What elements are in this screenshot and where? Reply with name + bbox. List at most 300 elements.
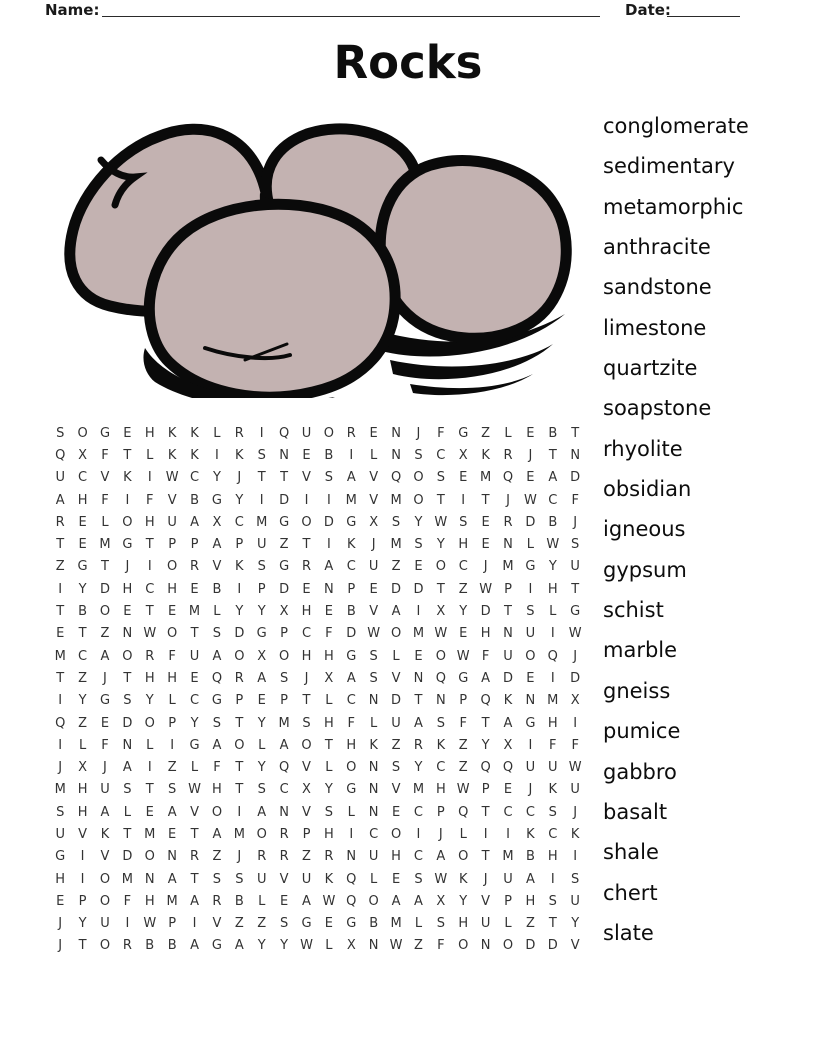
- grid-letter: B: [525, 849, 535, 865]
- grid-letter: N: [391, 447, 401, 463]
- grid-letter: G: [458, 670, 469, 686]
- grid-letter: N: [413, 670, 424, 686]
- grid-letter: Z: [458, 760, 468, 776]
- grid-letter: K: [526, 826, 535, 842]
- grid-letter: M: [166, 893, 178, 909]
- word-item: sedimentary: [603, 154, 735, 179]
- grid-letter: X: [212, 514, 222, 530]
- grid-letter: S: [257, 447, 266, 463]
- grid-letter: W: [367, 626, 381, 642]
- grid-letter: J: [416, 425, 421, 441]
- grid-letter: C: [346, 559, 356, 575]
- grid-letter: P: [190, 537, 199, 553]
- grid-letter: Z: [302, 849, 311, 865]
- grid-letter: K: [347, 537, 356, 553]
- grid-letter: A: [212, 826, 222, 842]
- grid-letter: T: [78, 938, 87, 954]
- grid-letter: O: [234, 737, 245, 753]
- grid-letter: D: [279, 581, 290, 597]
- grid-letter: W: [322, 893, 336, 909]
- grid-letter: O: [323, 425, 334, 441]
- grid-letter: E: [78, 514, 87, 530]
- grid-letter: H: [144, 893, 155, 909]
- grid-letter: P: [168, 715, 177, 731]
- grid-letter: R: [413, 737, 423, 753]
- grid-letter: T: [190, 626, 199, 642]
- grid-letter: Q: [278, 425, 290, 441]
- grid-letter: R: [190, 849, 200, 865]
- grid-letter: E: [481, 514, 490, 530]
- grid-letter: Y: [280, 938, 289, 954]
- grid-letter: G: [122, 537, 133, 553]
- grid-letter: Z: [167, 760, 177, 776]
- grid-letter: E: [279, 893, 289, 909]
- word-item: shale: [603, 840, 659, 865]
- grid-letter: I: [58, 737, 63, 753]
- grid-letter: I: [550, 626, 555, 642]
- grid-letter: O: [525, 648, 536, 664]
- grid-letter: J: [371, 537, 376, 553]
- grid-letter: A: [190, 893, 199, 909]
- grid-letter: W: [523, 492, 537, 508]
- grid-letter: S: [302, 715, 311, 731]
- grid-letter: Q: [390, 470, 402, 486]
- grid-letter: K: [123, 470, 132, 486]
- grid-letter: K: [190, 447, 199, 463]
- grid-letter: A: [391, 893, 401, 909]
- grid-letter: H: [212, 782, 222, 798]
- grid-letter: K: [167, 425, 177, 441]
- grid-letter: H: [391, 849, 401, 865]
- grid-letter: E: [168, 826, 177, 842]
- grid-letter: Q: [55, 447, 66, 463]
- grid-letter: O: [167, 626, 178, 642]
- word-item: slate: [603, 920, 654, 945]
- grid-letter: I: [58, 581, 63, 597]
- grid-letter: I: [416, 826, 421, 842]
- grid-letter: J: [528, 447, 533, 463]
- grid-letter: N: [368, 938, 379, 954]
- grid-letter: Y: [78, 693, 87, 709]
- grid-letter: I: [528, 581, 533, 597]
- grid-letter: Y: [481, 737, 490, 753]
- grid-letter: R: [55, 514, 65, 530]
- grid-letter: H: [323, 826, 334, 842]
- grid-letter: I: [506, 826, 510, 842]
- grid-letter: M: [99, 537, 111, 553]
- grid-letter: X: [436, 604, 446, 620]
- grid-letter: D: [323, 514, 334, 530]
- grid-letter: F: [571, 737, 579, 753]
- grid-letter: Z: [413, 938, 423, 954]
- grid-letter: V: [391, 670, 401, 686]
- grid-letter: Z: [391, 559, 401, 575]
- grid-letter: S: [391, 514, 401, 530]
- grid-letter: G: [77, 559, 88, 575]
- grid-letter: U: [256, 537, 267, 553]
- grid-letter: J: [237, 470, 242, 486]
- grid-letter: U: [570, 782, 580, 798]
- grid-letter: E: [168, 604, 177, 620]
- grid-letter: A: [167, 871, 177, 887]
- grid-letter: F: [549, 737, 557, 753]
- grid-letter: S: [436, 715, 445, 731]
- grid-letter: M: [54, 782, 66, 798]
- grid-letter: V: [570, 938, 580, 954]
- grid-letter: N: [435, 693, 446, 709]
- grid-letter: D: [413, 581, 424, 597]
- grid-letter: W: [434, 626, 448, 642]
- grid-letter: S: [212, 626, 222, 642]
- grid-letter: K: [235, 447, 244, 463]
- grid-letter: O: [368, 893, 379, 909]
- grid-letter: S: [324, 804, 334, 820]
- grid-letter: V: [481, 893, 491, 909]
- grid-letter: I: [147, 760, 152, 776]
- grid-letter: J: [237, 849, 242, 865]
- grid-letter: E: [257, 693, 266, 709]
- grid-letter: H: [144, 670, 155, 686]
- grid-letter: T: [123, 826, 132, 842]
- grid-letter: I: [237, 804, 242, 820]
- grid-letter: A: [413, 893, 423, 909]
- grid-letter: R: [324, 849, 334, 865]
- grid-letter: F: [459, 715, 467, 731]
- grid-letter: W: [479, 581, 493, 597]
- grid-letter: H: [458, 537, 469, 553]
- grid-letter: L: [347, 804, 355, 820]
- grid-letter: J: [483, 559, 488, 575]
- grid-letter: D: [480, 604, 491, 620]
- grid-letter: F: [571, 492, 579, 508]
- grid-letter: Y: [78, 916, 87, 932]
- word-item: igneous: [603, 517, 686, 542]
- grid-letter: F: [437, 425, 445, 441]
- grid-letter: C: [234, 514, 244, 530]
- grid-letter: J: [58, 916, 63, 932]
- grid-letter: O: [211, 804, 223, 820]
- grid-letter: L: [146, 737, 154, 753]
- grid-letter: E: [78, 537, 87, 553]
- grid-letter: T: [56, 537, 65, 553]
- grid-letter: T: [235, 782, 244, 798]
- grid-letter: J: [304, 670, 309, 686]
- grid-letter: U: [391, 715, 401, 731]
- grid-letter: M: [502, 559, 514, 575]
- grid-letter: V: [369, 492, 379, 508]
- grid-letter: N: [167, 849, 178, 865]
- date-fill-line: [667, 0, 740, 17]
- grid-letter: U: [55, 826, 65, 842]
- grid-letter: N: [503, 537, 513, 553]
- grid-letter: I: [58, 693, 63, 709]
- grid-letter: L: [123, 804, 131, 820]
- grid-letter: X: [369, 514, 379, 530]
- grid-letter: X: [78, 760, 88, 776]
- grid-letter: E: [56, 893, 65, 909]
- grid-letter: L: [258, 737, 266, 753]
- grid-letter: U: [480, 916, 491, 932]
- grid-letter: L: [213, 604, 221, 620]
- grid-letter: V: [369, 470, 379, 486]
- grid-letter: J: [483, 871, 488, 887]
- grid-letter: O: [458, 938, 469, 954]
- grid-letter: E: [123, 604, 132, 620]
- grid-letter: E: [324, 916, 333, 932]
- grid-letter: I: [147, 559, 152, 575]
- grid-letter: G: [525, 559, 536, 575]
- grid-letter: H: [323, 715, 334, 731]
- date-label: Date:: [625, 1, 671, 19]
- grid-letter: C: [346, 693, 356, 709]
- grid-letter: Q: [502, 760, 514, 776]
- grid-letter: S: [391, 760, 401, 776]
- grid-letter: P: [504, 893, 512, 909]
- grid-letter: P: [436, 804, 445, 820]
- grid-letter: V: [302, 470, 311, 486]
- grid-letter: N: [525, 693, 536, 709]
- grid-letter: W: [300, 938, 313, 954]
- grid-letter: S: [414, 871, 423, 887]
- grid-letter: T: [414, 693, 423, 709]
- grid-letter: X: [436, 893, 446, 909]
- grid-letter: D: [99, 581, 110, 597]
- grid-letter: X: [570, 693, 580, 709]
- grid-letter: Y: [145, 693, 154, 709]
- grid-letter: S: [324, 470, 334, 486]
- grid-letter: J: [58, 760, 63, 776]
- grid-letter: Q: [211, 670, 223, 686]
- grid-letter: V: [190, 804, 199, 820]
- grid-letter: A: [436, 849, 446, 865]
- grid-letter: C: [78, 470, 88, 486]
- grid-letter: H: [547, 581, 558, 597]
- grid-letter: R: [212, 893, 222, 909]
- grid-letter: I: [192, 916, 197, 932]
- grid-letter: B: [234, 893, 244, 909]
- grid-letter: A: [503, 715, 513, 731]
- grid-letter: A: [257, 804, 267, 820]
- grid-letter: O: [167, 559, 178, 575]
- grid-letter: M: [502, 849, 514, 865]
- grid-letter: L: [504, 425, 512, 441]
- grid-letter: A: [122, 760, 132, 776]
- grid-letter: S: [414, 447, 423, 463]
- grid-letter: I: [550, 670, 555, 686]
- grid-letter: Y: [257, 715, 266, 731]
- grid-letter: Q: [547, 648, 558, 664]
- grid-letter: S: [56, 425, 65, 441]
- grid-letter: L: [370, 871, 378, 887]
- grid-letter: A: [190, 514, 199, 530]
- grid-letter: T: [257, 470, 266, 486]
- grid-letter: H: [77, 782, 88, 798]
- grid-letter: I: [170, 737, 175, 753]
- grid-letter: M: [278, 715, 290, 731]
- grid-letter: U: [301, 425, 312, 441]
- grid-letter: U: [525, 626, 536, 642]
- grid-letter: F: [213, 760, 221, 776]
- grid-letter: X: [279, 604, 289, 620]
- grid-letter: L: [190, 760, 199, 776]
- grid-letter: V: [212, 916, 222, 932]
- grid-letter: M: [412, 782, 425, 798]
- grid-letter: W: [568, 626, 582, 642]
- grid-letter: O: [144, 849, 155, 865]
- page-title: Rocks: [333, 36, 483, 89]
- grid-letter: I: [80, 849, 85, 865]
- grid-letter: O: [99, 604, 111, 620]
- grid-letter: R: [503, 447, 513, 463]
- grid-letter: W: [568, 760, 582, 776]
- grid-letter: N: [368, 693, 379, 709]
- word-item: soapstone: [603, 396, 712, 421]
- grid-letter: G: [525, 715, 536, 731]
- grid-letter: R: [257, 849, 267, 865]
- grid-letter: A: [391, 604, 401, 620]
- grid-letter: T: [78, 626, 87, 642]
- grid-letter: A: [302, 893, 311, 909]
- word-item: pumice: [603, 719, 681, 744]
- grid-letter: A: [413, 715, 423, 731]
- grid-letter: I: [528, 737, 533, 753]
- grid-letter: M: [256, 514, 268, 530]
- grid-letter: U: [570, 559, 580, 575]
- grid-letter: L: [325, 760, 333, 776]
- grid-letter: D: [234, 626, 245, 642]
- grid-letter: B: [548, 425, 558, 441]
- grid-letter: I: [147, 470, 152, 486]
- grid-letter: S: [279, 916, 289, 932]
- grid-letter: M: [412, 626, 425, 642]
- grid-letter: D: [570, 670, 581, 686]
- grid-letter: T: [481, 804, 490, 820]
- grid-letter: J: [103, 760, 107, 776]
- grid-letter: I: [326, 537, 331, 553]
- name-fill-line: [102, 0, 600, 17]
- letter-grid: [49, 422, 586, 957]
- grid-letter: E: [526, 425, 535, 441]
- grid-letter: N: [570, 447, 581, 463]
- grid-letter: N: [503, 626, 513, 642]
- grid-letter: D: [391, 693, 402, 709]
- grid-letter: M: [121, 871, 133, 887]
- grid-letter: Y: [235, 604, 244, 620]
- grid-letter: Y: [257, 604, 266, 620]
- grid-letter: I: [259, 492, 264, 508]
- grid-letter: F: [101, 737, 109, 753]
- grid-letter: I: [483, 826, 488, 842]
- grid-letter: H: [525, 893, 536, 909]
- word-item: gabbro: [603, 759, 677, 784]
- grid-letter: U: [189, 648, 200, 664]
- grid-letter: G: [570, 604, 581, 620]
- grid-letter: C: [413, 804, 423, 820]
- grid-letter: I: [304, 492, 309, 508]
- grid-letter: P: [459, 693, 468, 709]
- grid-letter: C: [78, 648, 88, 664]
- grid-letter: K: [100, 826, 110, 842]
- grid-letter: R: [234, 670, 244, 686]
- grid-letter: T: [280, 470, 289, 486]
- grid-letter: D: [279, 492, 290, 508]
- grid-letter: O: [413, 470, 424, 486]
- grid-letter: U: [570, 893, 580, 909]
- grid-letter: Q: [278, 760, 290, 776]
- grid-letter: R: [234, 425, 244, 441]
- grid-letter: Z: [257, 916, 267, 932]
- grid-letter: R: [279, 849, 289, 865]
- grid-letter: T: [302, 693, 311, 709]
- grid-letter: H: [144, 425, 155, 441]
- grid-letter: O: [122, 514, 133, 530]
- grid-letter: H: [167, 670, 178, 686]
- grid-letter: E: [302, 581, 311, 597]
- grid-letter: T: [302, 537, 311, 553]
- grid-letter: F: [101, 447, 109, 463]
- word-item: metamorphic: [603, 194, 744, 219]
- grid-letter: L: [370, 715, 378, 731]
- grid-letter: G: [256, 626, 267, 642]
- grid-letter: I: [349, 447, 354, 463]
- grid-letter: C: [190, 693, 200, 709]
- grid-letter: I: [416, 604, 421, 620]
- grid-letter: G: [346, 514, 357, 530]
- grid-letter: H: [547, 715, 558, 731]
- grid-letter: U: [100, 782, 110, 798]
- grid-letter: M: [144, 826, 156, 842]
- grid-letter: X: [346, 938, 356, 954]
- grid-letter: X: [78, 447, 88, 463]
- grid-letter: F: [123, 893, 132, 909]
- grid-letter: D: [122, 715, 133, 731]
- grid-letter: T: [571, 581, 580, 597]
- grid-letter: Q: [458, 804, 469, 820]
- grid-letter: C: [548, 826, 558, 842]
- grid-letter: G: [99, 425, 111, 441]
- grid-letter: M: [390, 916, 402, 932]
- grid-letter: S: [436, 470, 445, 486]
- grid-letter: K: [570, 826, 580, 842]
- grid-letter: W: [188, 782, 201, 798]
- grid-letter: O: [301, 737, 312, 753]
- grid-letter: Y: [414, 514, 423, 530]
- grid-letter: P: [347, 581, 356, 597]
- grid-letter: E: [324, 604, 333, 620]
- grid-letter: J: [58, 938, 63, 954]
- word-item: gypsum: [603, 557, 687, 582]
- grid-letter: D: [525, 938, 536, 954]
- grid-letter: H: [122, 581, 133, 597]
- grid-letter: L: [549, 604, 557, 620]
- grid-letter: C: [503, 804, 513, 820]
- grid-letter: H: [77, 492, 88, 508]
- word-item: limestone: [603, 315, 707, 340]
- grid-letter: A: [212, 537, 222, 553]
- grid-letter: M: [233, 826, 245, 842]
- grid-letter: V: [302, 804, 311, 820]
- grid-letter: Z: [100, 626, 110, 642]
- grid-letter: A: [212, 737, 222, 753]
- grid-letter: J: [528, 782, 533, 798]
- grid-letter: Y: [257, 938, 266, 954]
- grid-letter: S: [123, 693, 132, 709]
- grid-letter: T: [548, 447, 557, 463]
- grid-letter: L: [168, 693, 176, 709]
- word-item: schist: [603, 598, 664, 623]
- grid-letter: A: [525, 871, 535, 887]
- grid-letter: A: [100, 648, 110, 664]
